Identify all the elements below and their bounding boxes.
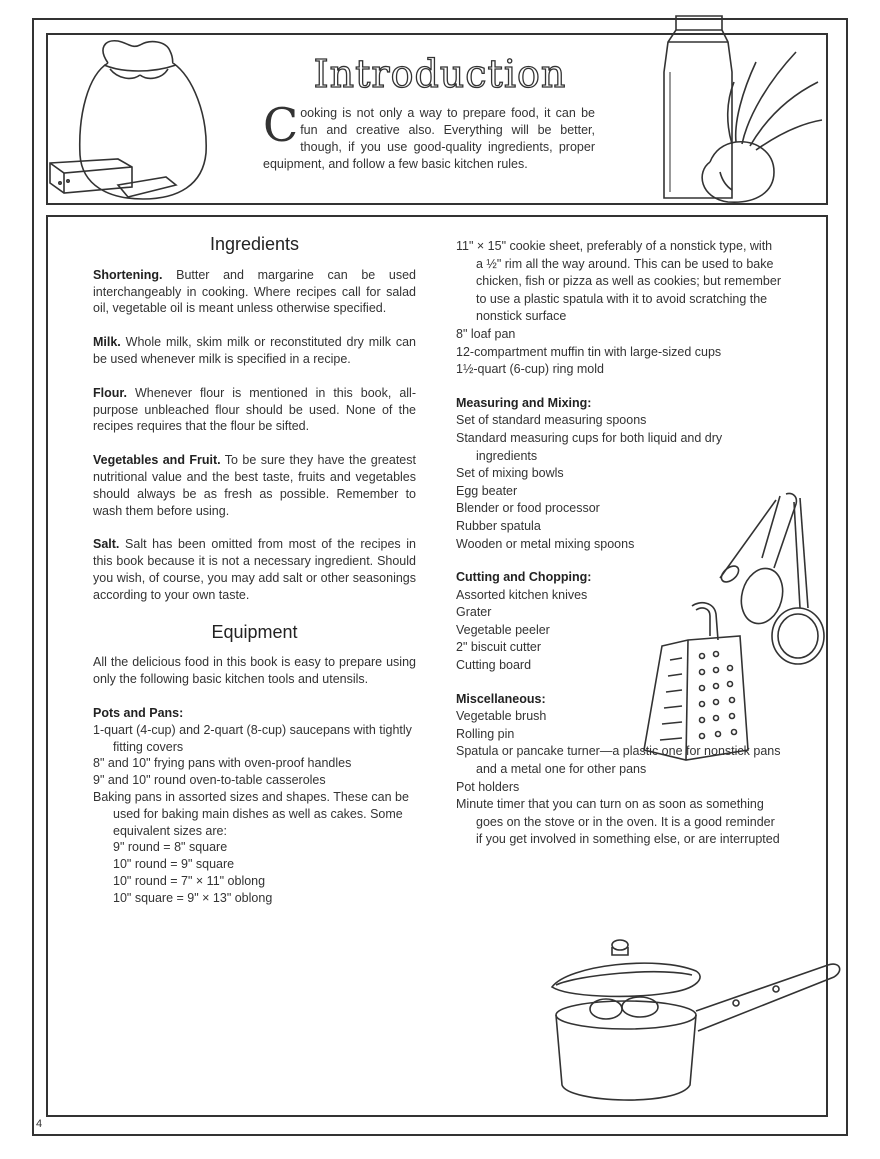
equipment-heading: Equipment: [211, 621, 298, 642]
pots-heading: Pots and Pans:: [93, 705, 184, 720]
grater-illustration: [640, 600, 752, 764]
milk-bottle-onion-illustration: [656, 12, 828, 204]
flour-sack-butter-illustration: [48, 35, 218, 203]
list-item: Vegetable brush: [456, 709, 547, 724]
ingredient-lead: Vegetables and Fruit.: [93, 453, 221, 468]
ingredient-lead: Flour.: [93, 385, 128, 400]
ingredient-paragraph: [93, 536, 416, 603]
cutting-heading: Cutting and Chopping:: [456, 570, 592, 585]
list-item: Vegetable peeler: [456, 622, 550, 637]
ingredient-text: Salt has been omitted from most of the recipes in this book because it is not a necessary ingredient. Should you wish, of course, you may add salt or other seasonings according to your own taste.: [93, 537, 416, 602]
list-item: 8" loaf pan: [456, 326, 516, 341]
pots-list-continued: [456, 238, 781, 379]
list-item: 9" and 10" round oven-to-table casseroles: [93, 773, 326, 788]
list-item: Standard measuring cups for both liquid and dry ingredients: [456, 430, 723, 463]
ingredient-text: Whole milk, skim milk or reconstituted dry milk can be used whenever milk is specified in a recipe.: [93, 335, 416, 366]
list-item: Rubber spatula: [456, 518, 541, 533]
list-item: 11" × 15" cookie sheet, preferably of a nonstick type, with a ½" rim all the way around. This can be used to bake chicken, fish or pizza as well as cookies; but remember to use a plastic spatula with it to avoid scratching the nonstick surface: [456, 239, 781, 324]
page-title: Introduction: [313, 52, 567, 96]
ingredient-text: Butter and margarine can be used interchangeably in cooking. Where recipes call for salad oil, vegetable oil is meant unless otherwise specified.: [93, 267, 416, 316]
intro-paragraph: [263, 98, 595, 173]
ingredient-text: To be sure they have the greatest nutritional value and the best taste, fruits and vegetables should always be as fresh as possible. Remember to wash them before using.: [93, 453, 416, 518]
intro-dropcap: C: [263, 98, 299, 152]
ingredient-paragraph: [93, 452, 416, 519]
pots-list: [93, 722, 416, 907]
list-item: Set of mixing bowls: [456, 466, 564, 481]
left-column: [93, 236, 416, 907]
list-item: Assorted kitchen knives: [456, 587, 588, 602]
list-item: 1-quart (4-cup) and 2-quart (8-cup) saucepans with tightly fitting covers: [93, 722, 412, 754]
list-item: 1½-quart (6-cup) ring mold: [456, 362, 604, 377]
list-item: 12-compartment muffin tin with large-sized cups: [456, 344, 722, 359]
equipment-intro: All the delicious food in this book is easy to prepare using only the following basic kitchen tools and utensils.: [93, 655, 416, 687]
list-item: Spatula or pancake turner—a plastic one for nonstick pans and a metal one for other pans: [456, 744, 781, 777]
list-item: Cutting board: [456, 658, 532, 673]
ingredient-paragraph: [93, 385, 416, 435]
list-item: Egg beater: [456, 483, 518, 498]
list-item: Blender or food processor: [456, 501, 600, 516]
list-item: Set of standard measuring spoons: [456, 413, 647, 428]
list-item: Wooden or metal mixing spoons: [456, 536, 635, 551]
measuring-heading: Measuring and Mixing:: [456, 395, 592, 410]
ingredient-lead: Salt.: [93, 537, 120, 552]
ingredient-paragraph: [93, 334, 416, 368]
list-item: 10" square = 9" × 13" oblong: [113, 890, 273, 905]
ingredient-text: Whenever flour is mentioned in this book, all-purpose unbleached flour should be used. None of the recipes requires that the flour be sifted.: [93, 385, 416, 434]
saucepan-illustration: [548, 935, 844, 1111]
ingredient-lead: Shortening.: [93, 267, 163, 282]
list-item: 10" round = 9" square: [113, 857, 235, 872]
misc-heading: Miscellaneous:: [456, 691, 546, 706]
ingredient-paragraph: [93, 267, 416, 317]
ingredient-lead: Milk.: [93, 335, 121, 350]
list-item: Pot holders: [456, 779, 520, 794]
intro-text: ooking is not only a way to prepare food, it can be fun and creative also. Everything will be better, though, if you use good-quality ingredients, proper equipment, and follow a few basic kitchen rules.: [263, 106, 595, 171]
page-number: 4: [36, 1118, 43, 1130]
list-item: 8" and 10" frying pans with oven-proof handles: [93, 756, 352, 771]
list-item: Minute timer that you can turn on as soon as something goes on the stove or in the oven. It is a good reminder if you get involved in something else, or are interrupted: [456, 797, 780, 847]
list-item: 9" round = 8" square: [113, 840, 228, 855]
list-item: 2" biscuit cutter: [456, 640, 542, 655]
ingredients-heading: Ingredients: [209, 234, 300, 254]
list-item: Grater: [456, 605, 492, 620]
list-item: Baking pans in assorted sizes and shapes. These can be used for baking main dishes as well as cakes. Some equivalent sizes are:: [93, 789, 409, 838]
list-item: 10" round = 7" × 11" oblong: [113, 873, 266, 888]
list-item: Rolling pin: [456, 726, 515, 741]
